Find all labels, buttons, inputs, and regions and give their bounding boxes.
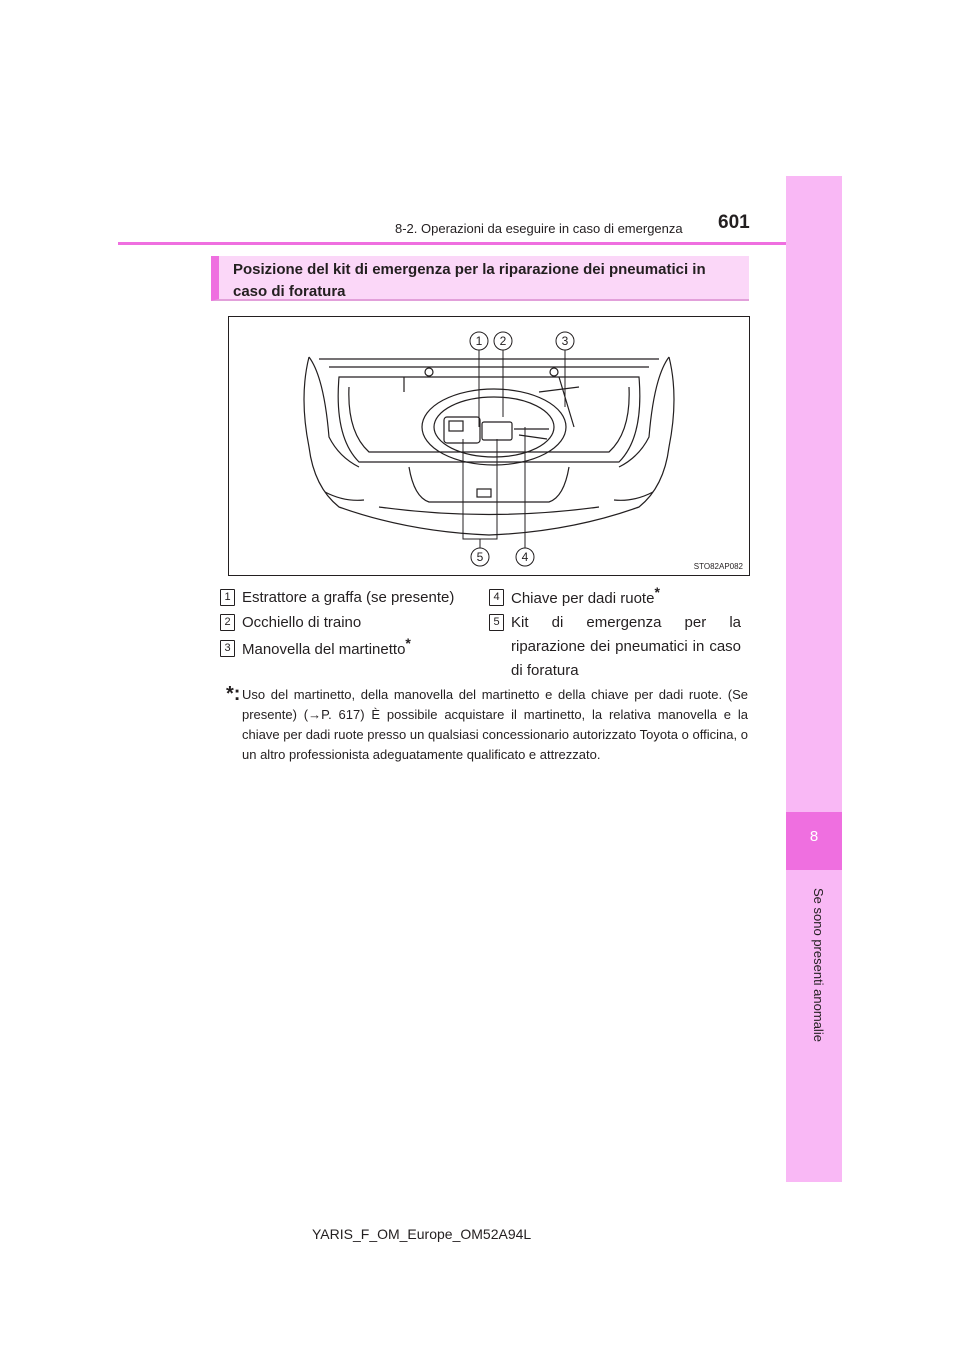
legend-text: Kit di emergenza per la riparazione dei pneumatici in caso di foratura: [511, 614, 741, 679]
legend-number: 5: [489, 614, 504, 631]
legend-number: 1: [220, 589, 235, 606]
asterisk-mark: *: [654, 584, 660, 600]
legend-item: [511, 586, 660, 611]
figure-code: STO82AP082: [693, 562, 743, 571]
footnote: Uso del martinetto, della manovella del martinetto e della chiave per dadi ruote. (Se presente) (→P. 617) È possibile acquistare il martinetto, la relativa manovella e la chiave per dadi ruote presso un qualsiasi concessionario autorizzato Toyota o officina, o un altro professionista adeguatamente qualificato e attrezzato.: [242, 687, 748, 762]
legend-item: [242, 586, 454, 610]
chapter-side-tab: [786, 176, 842, 1182]
asterisk-mark: *: [405, 635, 411, 651]
note-marker: *:: [226, 683, 241, 705]
legend-number: 3: [220, 640, 235, 657]
chapter-number-block: [786, 812, 842, 870]
legend-number: 2: [220, 614, 235, 631]
legend-item: [242, 611, 361, 635]
section-title: 8-2. Operazioni da eseguire in caso di emergenza: [395, 221, 683, 236]
chapter-number: 8: [809, 828, 819, 845]
page-number: 601: [718, 212, 750, 233]
legend-text: Chiave per dadi ruote: [511, 590, 655, 607]
car-trunk-drawing: [229, 317, 749, 575]
callout-4: 4: [521, 550, 529, 564]
header-divider: [118, 242, 786, 245]
legend-number: 4: [489, 589, 504, 606]
legend-item: [242, 637, 411, 662]
legend-text: Estrattore a graffa (se presente): [242, 589, 455, 606]
trunk-illustration: [228, 316, 750, 576]
legend-text: Occhiello di traino: [242, 614, 362, 631]
section-heading-box: [211, 256, 749, 301]
chapter-title: Se sono presenti anomalie: [811, 888, 826, 1042]
section-heading: Posizione del kit di emergenza per la riparazione dei pneumatici in caso di foratura: [233, 261, 706, 300]
callout-5: 5: [476, 550, 484, 564]
callout-1: 1: [475, 334, 483, 348]
legend-item: [511, 611, 741, 683]
callout-2: 2: [499, 334, 507, 348]
legend-text: Manovella del martinetto: [242, 641, 406, 658]
document-footer: YARIS_F_OM_Europe_OM52A94L: [312, 1226, 532, 1242]
callout-3: 3: [561, 334, 569, 348]
